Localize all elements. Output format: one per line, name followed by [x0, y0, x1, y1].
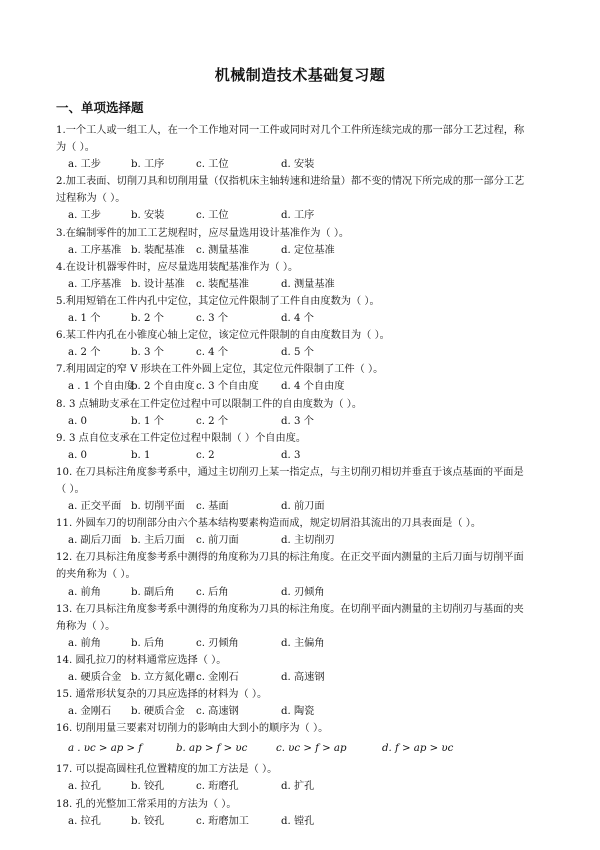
question-text: 为（ ）。	[56, 142, 95, 154]
option-b: b. 副后角	[131, 586, 175, 598]
page-title: 机械制造技术基础复习题	[214, 66, 386, 84]
option-a: a. 拉孔	[68, 815, 101, 827]
option-d: d. 前刀面	[281, 501, 325, 513]
option-b: b. 铰孔	[131, 815, 165, 827]
option-d: d. 主切削刃	[281, 535, 335, 547]
question-text: 1.一个工人或一组工人，在一个工作地对同一工件或同时对几个工件所连续完成的那一部分工艺过程，称	[56, 125, 525, 136]
option-d: d. 测量基准	[281, 278, 335, 290]
option-a: a. 工步	[68, 210, 101, 222]
question-4	[56, 259, 556, 293]
options-row	[56, 703, 556, 720]
option-c: c. 测量基准	[196, 244, 249, 256]
option-a: a . υc > ap > f	[68, 743, 143, 755]
options-row	[56, 156, 556, 173]
question-text: 8. 3 点辅助支承在工件定位过程中可以限制工件的自由度数为（ ）。	[56, 398, 363, 410]
option-b: b. 铰孔	[131, 781, 165, 793]
question-5	[56, 293, 556, 327]
options-row	[56, 242, 556, 259]
option-c: c. 高速钢	[196, 706, 239, 718]
options-row	[56, 498, 556, 515]
question-16	[56, 720, 556, 761]
option-a: a. 金刚石	[68, 706, 112, 718]
option-b: b. 切削平面	[131, 501, 185, 513]
option-b: b. 设计基准	[131, 278, 185, 290]
option-d: d. 工序	[281, 210, 315, 222]
question-text: 过程称为（ ）。	[56, 193, 126, 205]
option-a: a. 硬质合金	[68, 672, 122, 683]
options-row	[56, 344, 556, 361]
question-text: 14. 圆孔拉刀的材料通常应选择（ ）。	[56, 654, 227, 666]
question-text: 13. 在刀具标注角度参考系中测得的角度称为刀具的标注角度。在切削平面内测量的主切削刃与基面的夹	[56, 603, 524, 615]
option-c: c. 刃倾角	[196, 637, 239, 649]
question-text: 6.某工件内孔在小锥度心轴上定位，该定位元件限制的自由度数目为（ ）。	[56, 330, 390, 342]
option-c: c. 后角	[196, 586, 229, 598]
question-6	[56, 327, 556, 361]
question-text: 5.利用短销在工件内孔中定位，其定位元件限制了工件自由度数为（ ）。	[56, 295, 380, 307]
option-c: c. 3 个自由度	[196, 381, 259, 393]
question-text: 角称为（ ）。	[56, 620, 116, 632]
options-row	[56, 413, 556, 430]
options-row	[56, 813, 556, 830]
option-a: a. 副后刀面	[68, 535, 122, 547]
question-8	[56, 396, 556, 430]
option-d: d. 陶瓷	[281, 706, 315, 718]
option-c: c. 前刀面	[196, 535, 239, 547]
section-heading: 一、单项选择题	[56, 100, 144, 115]
option-b: b. 2 个	[131, 313, 164, 325]
options-row	[56, 778, 556, 795]
option-a: a. 前角	[68, 586, 101, 598]
option-d: d. 定位基准	[281, 244, 335, 256]
question-14	[56, 652, 556, 686]
question-text: 2.加工表面、切削刀具和切削用量（仅指机床主轴转速和进给量）都不变的情况下所完成的那一部分工艺	[56, 176, 525, 188]
question-text: 18. 孔的光整加工常采用的方法为（ ）。	[56, 798, 237, 810]
option-a: a. 工序基准	[68, 244, 122, 256]
option-b: b. 安装	[131, 210, 165, 222]
option-a: a. 正交平面	[68, 501, 122, 513]
option-b: b. 主后刀面	[131, 535, 185, 547]
question-2	[56, 173, 556, 224]
option-d: d. 高速钢	[281, 672, 325, 683]
question-text: 的夹角称为（ ）。	[56, 569, 136, 581]
option-c: c. 3 个	[196, 313, 229, 325]
option-b: b. 2 个自由度	[131, 381, 195, 393]
question-10	[56, 464, 556, 515]
option-b: b. 硬质合金	[131, 706, 185, 718]
options-row	[56, 532, 556, 549]
option-b: b. 3 个	[131, 347, 164, 359]
option-c: c. 金刚石	[196, 672, 239, 683]
options-row	[56, 276, 556, 293]
option-b: b. 1 个	[131, 415, 164, 427]
option-d: d. 3	[281, 449, 301, 461]
option-d: d. f > ap > υc	[382, 743, 454, 755]
options-row	[56, 310, 556, 327]
options-row	[56, 669, 556, 686]
option-b: b. ap > f > υc	[176, 743, 248, 755]
question-12	[56, 549, 556, 600]
options-row	[56, 635, 556, 652]
question-7	[56, 361, 556, 395]
question-text: 4.在设计机器零件时，应尽量选用装配基准作为（ ）。	[56, 261, 299, 273]
option-c: c. 珩磨加工	[196, 815, 249, 827]
question-text: 3.在编制零件的加工工艺规程时，应尽量选用设计基准作为（ ）。	[56, 227, 350, 239]
option-b: b. 1	[131, 449, 151, 461]
option-d: d. 扩孔	[281, 781, 315, 793]
option-b: b. 工序	[131, 159, 165, 171]
question-list	[56, 122, 556, 830]
option-c: c. 2 个	[196, 415, 229, 427]
option-c: c. 4 个	[196, 347, 229, 359]
question-17	[56, 761, 556, 795]
option-a: a. 1 个	[68, 313, 101, 325]
option-d: d. 4 个自由度	[281, 381, 345, 393]
question-text: 10. 在刀具标注角度参考系中，通过主切削刃上某一指定点，与主切削刃相切并垂直于该点基面的平面是	[56, 466, 524, 478]
option-a: a. 0	[68, 449, 88, 461]
question-text: 16. 切削用量三要素对切削力的影响由大到小的顺序为（ ）。	[56, 723, 329, 735]
option-a: a. 工步	[68, 159, 101, 171]
option-b: b. 装配基准	[131, 244, 185, 256]
question-text: 17. 可以提高圆柱孔位置精度的加工方法是（ ）。	[56, 764, 278, 776]
question-18	[56, 796, 556, 830]
option-c: c. 珩磨孔	[196, 781, 239, 793]
option-d: d. 刃倾角	[281, 586, 325, 598]
question-9	[56, 430, 556, 464]
question-1	[56, 122, 556, 173]
question-13	[56, 601, 556, 652]
option-c: c. υc > f > ap	[276, 743, 347, 755]
question-text: 15. 通常形状复杂的刀具应选择的材料为（ ）。	[56, 689, 268, 701]
option-d: d. 安装	[281, 159, 315, 171]
option-a: a. 拉孔	[68, 781, 101, 793]
question-11	[56, 515, 556, 549]
question-15	[56, 686, 556, 720]
option-b: b. 立方氮化硼	[131, 672, 195, 683]
options-row	[56, 737, 556, 761]
option-d: d. 5 个	[281, 347, 314, 359]
option-d: d. 4 个	[281, 313, 314, 325]
option-c: c. 2	[196, 449, 215, 461]
option-c: c. 基面	[196, 501, 229, 513]
options-row	[56, 447, 556, 464]
option-d: d. 镗孔	[281, 815, 315, 827]
option-a: a . 1 个自由度	[68, 381, 135, 393]
question-text: 11. 外圆车刀的切削部分由六个基本结构要素构造而成，规定切屑沿其流出的刀具表面是（ ）。	[56, 518, 482, 530]
question-text: 9. 3 点自位支承在工件定位过程中限制（ ）个自由度。	[56, 432, 307, 444]
option-a: a. 2 个	[68, 347, 101, 359]
question-3	[56, 225, 556, 259]
question-text: 7.利用固定的窄 V 形块在工件外圆上定位，其定位元件限制了工件（ ）。	[56, 364, 384, 376]
option-a: a. 0	[68, 415, 88, 427]
option-a: a. 前角	[68, 637, 101, 649]
option-c: c. 工位	[196, 210, 229, 222]
options-row	[56, 378, 556, 395]
option-a: a. 工序基准	[68, 278, 122, 290]
options-row	[56, 207, 556, 224]
options-row	[56, 584, 556, 601]
option-c: c. 装配基准	[196, 278, 249, 290]
option-d: d. 主偏角	[281, 637, 325, 649]
option-d: d. 3 个	[281, 415, 314, 427]
question-text: 12. 在刀具标注角度参考系中测得的角度称为刀具的标注角度。在正交平面内测量的主后刀面与切削平面	[56, 552, 524, 564]
question-text: （ ）。	[56, 483, 85, 495]
option-c: c. 工位	[196, 159, 229, 171]
option-b: b. 后角	[131, 637, 165, 649]
